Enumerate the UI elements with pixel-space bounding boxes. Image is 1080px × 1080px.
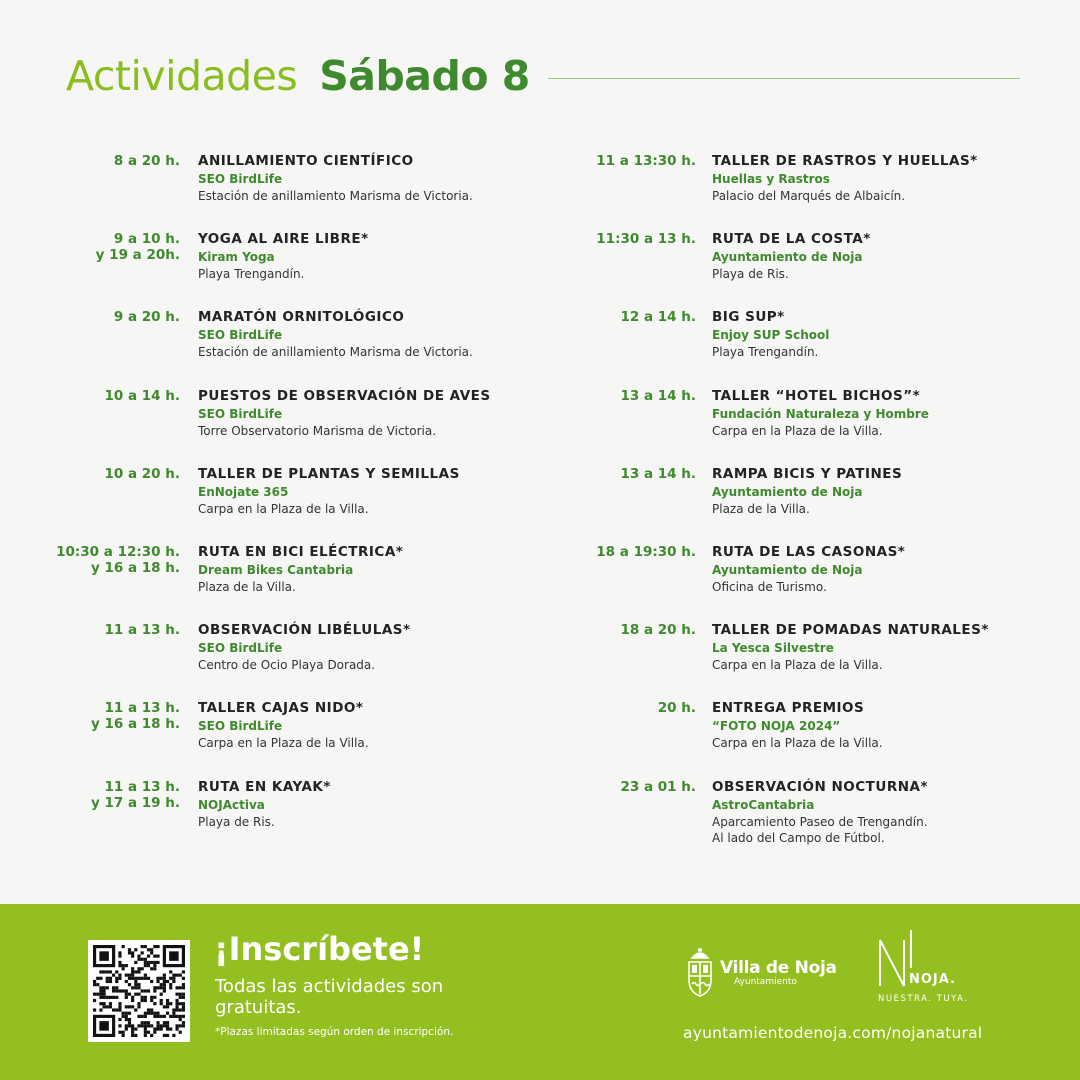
event-organizer: SEO BirdLife	[198, 328, 283, 343]
event-organizer: Ayuntamiento de Noja	[712, 563, 863, 577]
page-title: Actividades	[66, 52, 298, 100]
event-time-line: 18 a 19:30 h.	[596, 544, 696, 560]
event-info	[198, 152, 473, 204]
page-header	[66, 52, 530, 100]
event-organizer: AstroCantabria	[712, 797, 815, 812]
event-time-line: y 17 a 19 h.	[90, 794, 180, 811]
event-info	[712, 230, 871, 282]
cta-note: *Plazas limitadas según orden de inscripción.	[215, 1026, 454, 1038]
event-info	[712, 387, 929, 439]
event-time	[104, 388, 180, 404]
event-info	[712, 621, 989, 673]
event-organizer: Fundación Naturaleza y Hombre	[712, 406, 929, 421]
event-time-line: 8 a 20 h.	[113, 153, 180, 169]
event-organizer: SEO BirdLife	[198, 641, 283, 656]
qr-code-icon	[93, 945, 185, 1037]
event-location: Carpa en la Plaza de la Villa.	[712, 423, 883, 438]
event-time-line: y 16 a 18 h.	[90, 716, 180, 733]
event-organizer: SEO BirdLife	[198, 172, 283, 186]
event-title: RUTA DE LA COSTA*	[712, 231, 871, 248]
event-organizer: Ayuntamiento de Noja	[712, 250, 863, 265]
event-title: RAMPA BICIS Y PATINES	[712, 465, 903, 482]
qr-code[interactable]	[88, 940, 190, 1042]
event-organizer: EnNojate 365	[198, 484, 289, 499]
cta-title: ¡Inscríbete!	[214, 930, 425, 968]
event-location: Torre Observatorio Marisma de Victoria.	[198, 423, 437, 438]
event-info	[712, 152, 978, 204]
event-time	[56, 544, 180, 576]
event-info	[712, 308, 829, 360]
event-location: Carpa en la Plaza de la Villa.	[712, 658, 883, 673]
noja-tagline: NUESTRA. TUYA.	[878, 994, 969, 1004]
event-info	[198, 699, 369, 751]
event-organizer: Enjoy SUP School	[712, 328, 830, 343]
event-title: RUTA EN KAYAK*	[198, 778, 331, 795]
villa-de-noja-logo	[684, 946, 837, 1000]
event-time	[620, 779, 696, 795]
event-location: Carpa en la Plaza de la Villa.	[198, 736, 369, 751]
noja-brand-logo	[876, 928, 968, 1008]
event-info	[712, 543, 905, 595]
event-time	[104, 466, 180, 482]
event-title: ENTREGA PREMIOS	[712, 700, 865, 717]
event-info	[198, 465, 460, 517]
event-title: TALLER DE PLANTAS Y SEMILLAS	[198, 465, 460, 482]
event-location: Estación de anillamiento Marisma de Victoria.	[198, 189, 473, 203]
event-organizer: SEO BirdLife	[198, 406, 283, 421]
event-organizer: La Yesca Silvestre	[712, 641, 834, 656]
event-info	[198, 387, 491, 439]
event-time	[620, 622, 696, 638]
event-location: Playa de Ris.	[198, 814, 275, 829]
cta-subtitle: Todas las actividades son gratuitas.	[215, 976, 444, 1018]
event-title: RUTA EN BICI ELÉCTRICA*	[198, 544, 404, 560]
event-location: Palacio del Marqués de Albaicín.	[712, 189, 906, 203]
event-location: Carpa en la Plaza de la Villa.	[712, 736, 883, 751]
event-info	[198, 543, 403, 595]
villa-subtitle: Ayuntamiento	[734, 977, 797, 987]
event-time	[620, 466, 696, 482]
event-title: TALLER DE RASTROS Y HUELLAS*	[712, 153, 978, 169]
event-location: Oficina de Turismo.	[712, 580, 827, 594]
event-time-line: 12 a 14 h.	[620, 309, 696, 326]
event-info	[712, 465, 902, 517]
event-location: Centro de Ocio Playa Dorada.	[198, 658, 376, 673]
event-time-line: 13 a 14 h.	[620, 387, 696, 404]
event-title: PUESTOS DE OBSERVACIÓN DE AVES	[198, 387, 491, 404]
event-location: Carpa en la Plaza de la Villa.	[198, 501, 369, 516]
event-time-line: 18 a 20 h.	[620, 622, 696, 639]
event-time	[104, 622, 180, 638]
event-title: MARATÓN ORNITOLÓGICO	[198, 309, 405, 326]
event-time-line: y 19 a 20h.	[95, 247, 180, 264]
page-day: Sábado 8	[319, 52, 530, 100]
event-location: Plaza de la Villa.	[712, 501, 810, 516]
event-location: Al lado del Campo de Fútbol.	[712, 830, 885, 845]
event-time-line: 11 a 13 h.	[104, 700, 180, 717]
footer-banner	[0, 904, 1080, 1080]
event-info	[198, 308, 473, 360]
crest-icon	[684, 946, 716, 1000]
header-divider	[548, 78, 1020, 79]
event-time	[620, 388, 696, 404]
event-time	[114, 309, 180, 325]
event-time-line: 11 a 13:30 h.	[596, 153, 696, 169]
event-organizer: Dream Bikes Cantabria	[198, 563, 354, 577]
event-time-line: 20 h.	[657, 700, 696, 717]
event-location: Playa de Ris.	[712, 267, 789, 282]
event-time	[596, 231, 696, 247]
event-time-line: 9 a 10 h.	[113, 231, 180, 248]
event-title: BIG SUP*	[712, 309, 785, 326]
event-title: OBSERVACIÓN LIBÉLULAS*	[198, 622, 411, 639]
event-info	[198, 230, 369, 282]
event-time	[114, 153, 180, 169]
event-organizer: Kiram Yoga	[198, 250, 275, 265]
event-title: RUTA DE LAS CASONAS*	[712, 544, 906, 560]
event-title: TALLER CAJAS NIDO*	[198, 700, 364, 717]
villa-name: Villa de Noja	[720, 958, 837, 978]
event-info	[712, 778, 928, 846]
event-time-line: 10:30 a 12:30 h.	[56, 544, 180, 560]
event-time-line: 10 a 14 h.	[104, 387, 180, 404]
event-time-line: 11:30 a 13 h.	[596, 231, 696, 248]
event-time-line: 23 a 01 h.	[620, 778, 696, 795]
event-location: Playa Trengandín.	[198, 267, 305, 282]
event-organizer: Huellas y Rastros	[712, 172, 830, 186]
event-time	[658, 700, 696, 716]
event-time	[596, 544, 696, 560]
noja-wordmark: NOJA.	[909, 972, 957, 987]
event-location: Plaza de la Villa.	[198, 580, 296, 594]
event-location: Aparcamiento Paseo de Trengandín.	[712, 814, 928, 829]
event-time	[91, 779, 180, 811]
event-info	[198, 621, 411, 673]
event-organizer: SEO BirdLife	[198, 719, 283, 734]
event-time	[91, 700, 180, 732]
website-link[interactable]: ayuntamientodenoja.com/nojanatural	[683, 1024, 983, 1042]
event-time-line: 11 a 13 h.	[104, 622, 180, 639]
event-info	[712, 699, 883, 751]
event-organizer: “FOTO NOJA 2024”	[712, 719, 841, 734]
event-title: OBSERVACIÓN NOCTURNA*	[712, 778, 929, 795]
event-time-line: 10 a 20 h.	[104, 465, 180, 482]
event-time	[620, 309, 696, 325]
event-time	[596, 153, 696, 169]
event-time-line: 9 a 20 h.	[113, 309, 180, 326]
event-organizer: Ayuntamiento de Noja	[712, 484, 863, 499]
event-title: YOGA AL AIRE LIBRE*	[198, 231, 369, 248]
event-title: ANILLAMIENTO CIENTÍFICO	[198, 153, 414, 169]
event-time-line: y 16 a 18 h.	[90, 560, 180, 576]
event-time-line: 13 a 14 h.	[620, 465, 696, 482]
event-title: TALLER DE POMADAS NATURALES*	[712, 622, 989, 639]
event-time	[96, 231, 180, 263]
event-time-line: 11 a 13 h.	[104, 778, 180, 795]
event-location: Playa Trengandín.	[712, 345, 819, 360]
event-title: TALLER “HOTEL BICHOS”*	[712, 387, 921, 404]
event-info	[198, 778, 331, 830]
event-location: Estación de anillamiento Marisma de Victoria.	[198, 345, 473, 360]
event-organizer: NOJActiva	[198, 797, 265, 812]
